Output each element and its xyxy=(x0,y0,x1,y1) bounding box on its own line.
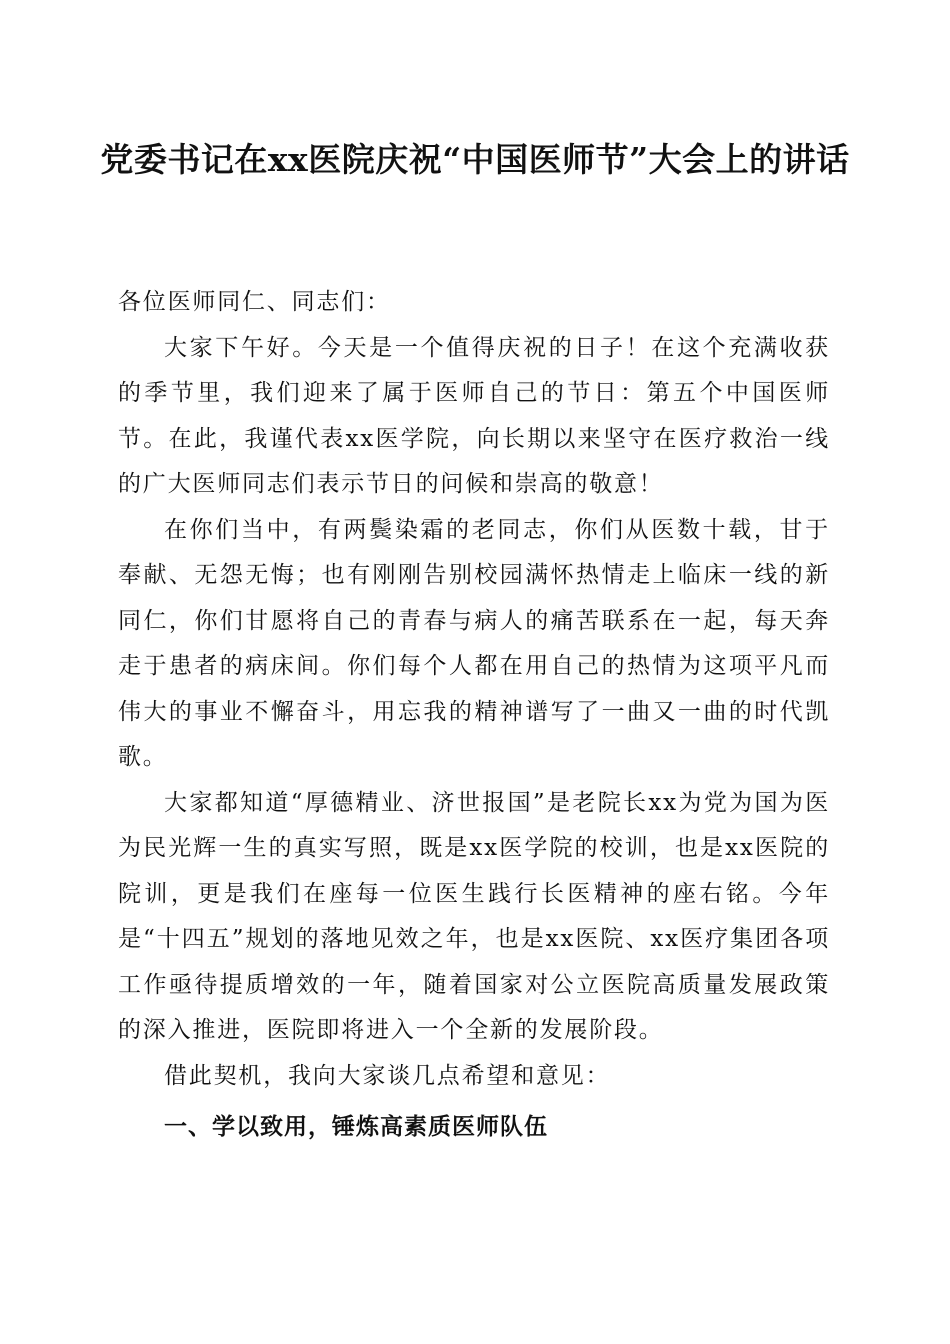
document-body xyxy=(118,280,830,1151)
document-title: 党委书记在xx医院庆祝“中国医师节”大会上的讲话 xyxy=(100,140,850,179)
paragraph-greeting: 大家下午好。今天是一个值得庆祝的日子！在这个充满收获的季节里，我们迎来了属于医师自己的节日：第五个中国医师节。在此，我谨代表xx医学院，向长期以来坚守在医疗救治一线的广大医师同志们表示节日的问候和崇高的敬意！ xyxy=(118,334,830,497)
salutation: 各位医师同仁、同志们： xyxy=(118,289,391,315)
section-heading: 一、学以致用，锤炼高素质医师队伍 xyxy=(164,1114,548,1140)
paragraph-transition: 借此契机，我向大家谈几点希望和意见： xyxy=(164,1062,611,1089)
paragraph-motto: 大家都知道“厚德精业、济世报国”是老院长xx为党为国为医为民光辉一生的真实写照，既是xx医学院的校训，也是xx医院的院训，更是我们在座每一位医生践行长医精神的座右铭。今年是“十四五”规划的落地见效之年，也是xx医院、xx医疗集团各项工作亟待提质增效的一年，随着国家对公立医院高质量发展政策的深入推进，医院即将进入一个全新的发展阶段。 xyxy=(118,789,830,1043)
paragraph-physicians: 在你们当中，有两鬓染霜的老同志，你们从医数十载，甘于奉献、无怨无悔；也有刚刚告别校园满怀热情走上临床一线的新同仁，你们甘愿将自己的青春与病人的痛苦联系在一起，每天奔走于患者的病床间。你们每个人都在用自己的热情为这项平凡而伟大的事业不懈奋斗，用忘我的精神谱写了一曲又一曲的时代凯歌。 xyxy=(118,516,830,770)
